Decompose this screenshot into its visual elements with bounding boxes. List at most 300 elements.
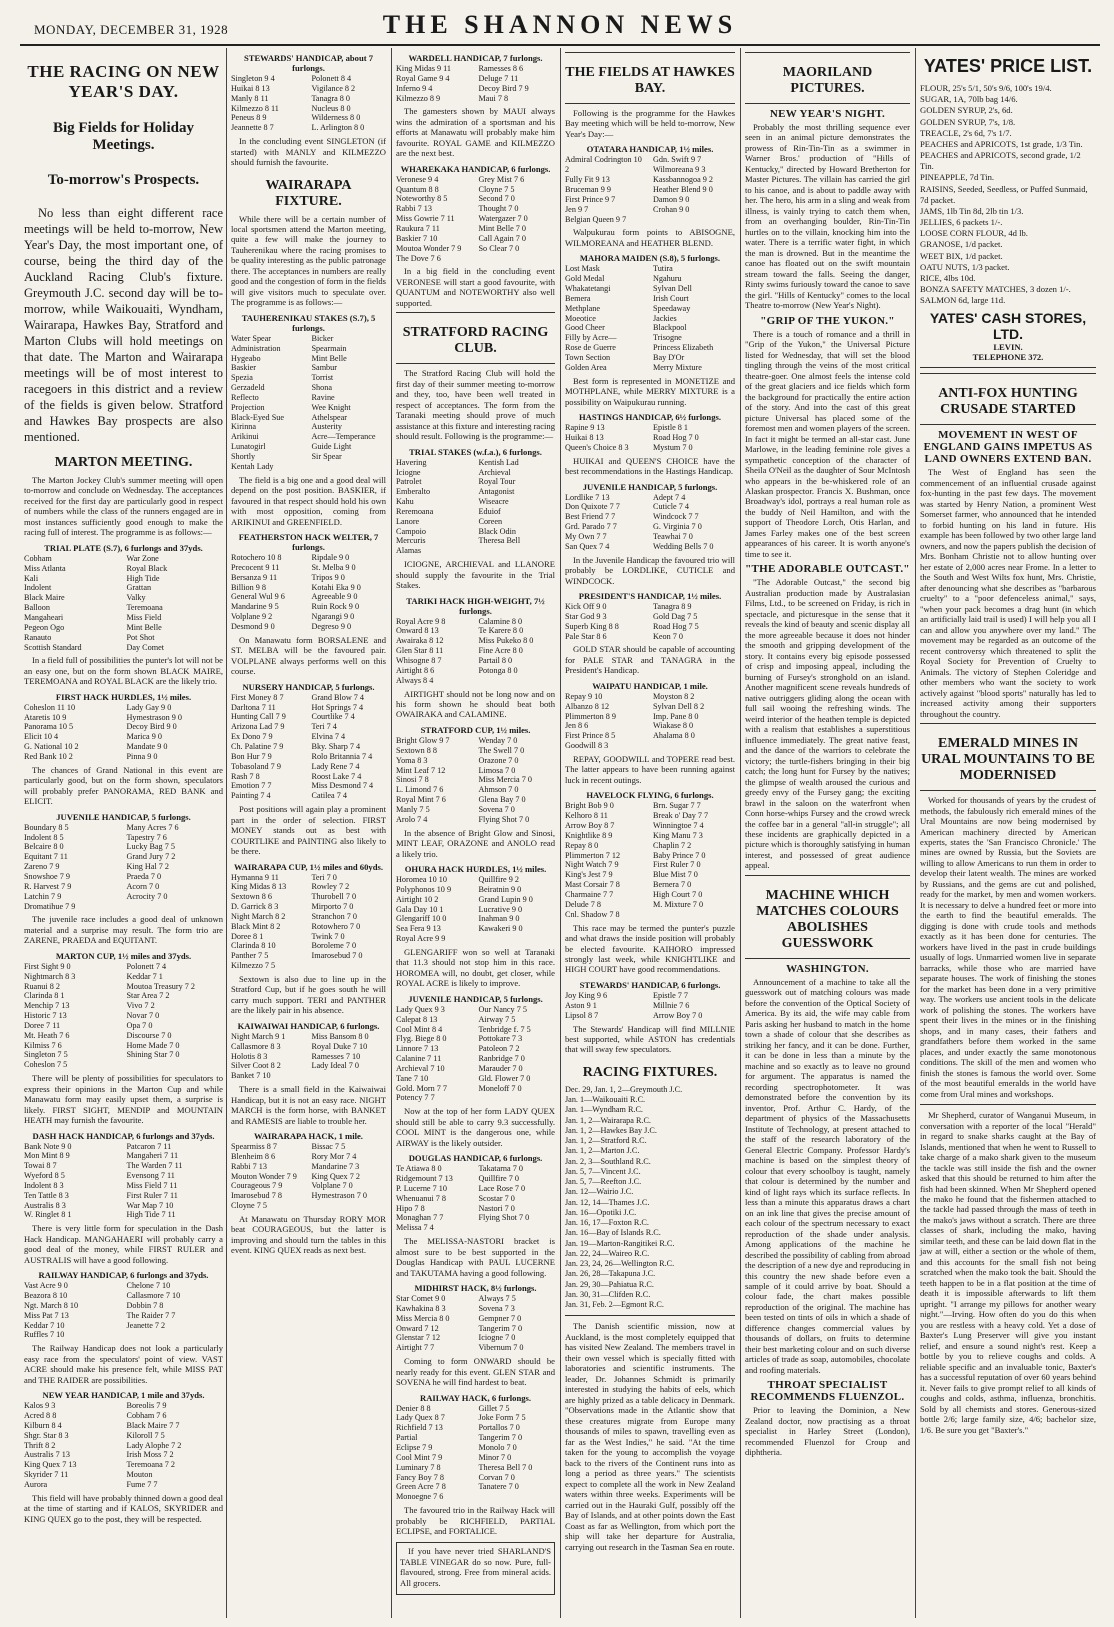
race-entry: Blue Mist 7 0 [653, 870, 698, 880]
race-entry: Bay D'Or [653, 352, 685, 362]
race-entry: Sovena 7 3 [478, 1303, 515, 1313]
race-entry: Te Karere 8 0 [478, 626, 524, 636]
race-entry: Agreeable 9 0 [311, 592, 358, 602]
race-entry: Grattan [126, 583, 152, 593]
race-entry: Quillfire 7 0 [478, 1174, 519, 1184]
fox-subheading: MOVEMENT IN WEST OF ENGLAND GAINS IMPETUS AS LAND OWNERS EXTEND BAN. [923, 429, 1093, 466]
race-entry: San Quex 7 4 [565, 541, 610, 551]
race-entry: Volplane 7 0 [311, 1181, 353, 1191]
race-note: This field will have probably thinned down a good deal at the time of starting and if KALOS, SKYRIDER and KING QUEX go to the post, they will be respected. [24, 1492, 223, 1524]
race-entry: Cnl. Shadow 7 8 [565, 909, 620, 919]
race-heading: WAIRARAPA CUP, 1½ miles and 60yds. [234, 861, 383, 872]
race-entry: Dobbin 7 8 [126, 1300, 164, 1310]
race-entry: Emberalto [396, 487, 431, 497]
race-entry: Ranbridge 7 0 [478, 1054, 525, 1064]
race-entry: Don Quixote 7 7 [565, 502, 620, 512]
race-entry: Trisogne [653, 333, 682, 343]
race-entry: Best Friend 7 7 [565, 512, 616, 522]
race-entry: Luminary 7 8 [396, 1462, 441, 1472]
race-entry: Fancy Boy 7 8 [396, 1472, 444, 1482]
race-entry: Onward 8 13 [396, 626, 439, 636]
race-entry: Jen 9 7 [565, 204, 589, 214]
race-entry: Royal Acre 9 9 [396, 934, 446, 944]
race-entry: Lucky Bag 7 5 [126, 842, 175, 852]
race-entry: Twink 7 0 [311, 931, 345, 941]
race-entries [565, 423, 735, 453]
fixtures-list [565, 1085, 735, 1311]
race-entry: Patcaron 7 11 [126, 1141, 172, 1151]
race-entry: High Tide 7 11 [126, 1210, 176, 1220]
race-entry: Zareno 7 9 [24, 862, 60, 872]
price-item: RAISINS, Seeded, Seedless, or Puffed Sunmaid, 7d packet. [920, 183, 1088, 205]
race-entry: Rabbi 7 13 [396, 204, 432, 214]
race-entry: Ranauto [24, 632, 52, 642]
race-entry: Belcaire 8 0 [24, 842, 64, 852]
race-note: In a big field in the concluding event VERONESE will start a good favourite, with QUANTUM and NOTEWORTHY also well supported. [396, 266, 555, 308]
race-entry: Golden Area [565, 362, 607, 372]
race-list [231, 313, 386, 1256]
new-years-night-heading: NEW YEAR'S NIGHT. [769, 108, 886, 120]
race-entry: Joy King 9 6 [565, 990, 608, 1000]
race-entry: Melissa 7 4 [396, 1223, 434, 1233]
race-entry: King Quex 7 13 [24, 1460, 77, 1470]
race-entry: Courageous 7 9 [231, 1181, 283, 1191]
marton-heading: MARTON MEETING. [54, 455, 193, 470]
race-entry: Ridgemount 7 13 [396, 1174, 453, 1184]
race-entry: Degreso 9 0 [311, 622, 352, 632]
race-entry: Rory Mor 7 4 [311, 1151, 357, 1161]
race-entry: Grd. Parado 7 7 [565, 522, 617, 532]
race-entry: Beazora 8 10 [24, 1291, 68, 1301]
race-entry: Silver Coot 8 2 [231, 1061, 281, 1071]
race-entry: Wee Knight [311, 402, 351, 412]
race-entry: Tenbridge f. 7 5 [478, 1024, 531, 1034]
race-entry: Arikinui [231, 432, 259, 442]
race-entry: Emotion 7 7 [231, 781, 272, 791]
race-entry: Arolo 7 4 [396, 814, 428, 824]
race-entries [565, 602, 735, 641]
race-entry: Painting 7 4 [231, 791, 271, 801]
race-entry: Ripdale 9 0 [311, 553, 350, 563]
column-5 [741, 48, 914, 1618]
race-entry: Ataretis 10 9 [24, 712, 67, 722]
race-note: Now at the top of her form LADY QUEX should still be able to carry 9.3 successfully. COOL MINT is the dangerous one, while AIRWAY is the likely outsider. [396, 1106, 555, 1148]
race-entry: Millnie 7 6 [653, 1000, 690, 1010]
lead-paragraph: No less than eight different race meetings will be held to-morrow, New Year's Day, the most important one, of course, being the third day of the Auckland Racing Club's fixture. Greymouth J.C. second day will be to-morrow, while Waikouaiti, Wyndham, Wairarapa, Hawkes Bay, Stratford and Marton Clubs will hold meetings on that date. The Marton and Wairarapa meetings will be of most interest to racegoers in this district and a review of the fields is given below. Stratford and Hawkes Bay prospects are also mentioned. [24, 206, 223, 444]
race-entries [396, 875, 555, 944]
race-entry: Hygeabo [231, 353, 261, 363]
race-entry: Princess Elizabeth [653, 343, 714, 353]
race-entry: Courtlike 7 4 [311, 712, 355, 722]
vinegar-ad [396, 1542, 555, 1595]
race-entry: Historic 7 13 [24, 1011, 67, 1021]
price-item: OATU NUTS, 1/3 packet. [920, 261, 1010, 272]
race-entry: St. Melba 9 0 [311, 562, 356, 572]
race-entry: Kick Off 9 0 [565, 602, 607, 612]
race-entry: Airtight 10 2 [396, 894, 439, 904]
fixture-item: Jan. 1—Waikouaiti R.C. [565, 1095, 646, 1105]
race-entry: Day Comet [126, 642, 165, 652]
race-entry: Sovena 7 0 [478, 804, 515, 814]
pictures-para-2: There is a touch of romance and a thrill in "Grip of the Yukon," the Universal Picture listed for Wednesday, that will set the blood tingling through the veins of the most critical theatre-goer. One almost feels the intense cold of the great glaciers and ice fields which form the background for practically the entire action of the story. And into the cast of this great picture Universal has placed some of the foremost men and women players of the screen. In fact it might be termed an all-star cast. June Marlowe, in the leading feminine role gives a sympathetic conception of the character of Sheila O'Neil as the daughter of Sour McIntosh who appears in the be-whiskered role of an Alaskan prospector. Francis X. Bushman, once Broadway's idol, portrays a real human role as the buddy of Neil Hamilton, and with the support of Theodore Lorch, Otis Harlan, and James Farley makes one of the best screen appearances of his career. It is worth anyone's time to see it. [745, 328, 910, 559]
race-entry: Watergazer 7 0 [478, 214, 528, 224]
price-item: JELLIES, 6 packets 1/-. [920, 217, 1003, 228]
race-entry: Call Again 7 0 [478, 233, 527, 243]
race-entry: Stranchon 7 0 [311, 911, 357, 921]
race-entry: Discourse 7 0 [126, 1030, 172, 1040]
fixture-item: Jan. 16—Bay of Islands R.C. [565, 1228, 661, 1238]
fox-box [920, 373, 1096, 425]
race-entry: Mandarine 9 5 [231, 602, 279, 612]
race-entries [231, 873, 386, 971]
race-entry: Scostar 7 0 [478, 1193, 515, 1203]
fox-article: The West of England has seen the commencement of an influential crusade against fox-hunting in the past few days. The movement was started by Henry Nation, a prominent West Somerset farmer, who announced that he intended to forbid hunting on his land in future. His example has been followed by two other large land owners, and now the papers publish the decision of Mrs. Bonham Christie not to allow hunting over her estate of 2,000 acres near Frome. In a letter to the South and West Wilts fox hunt, Mrs. Christie, after denouncing what she describes as "barbarous cruelty" to a "poor defenceless animal," says, "when your pack becomes a drag hunt (in which an artificially laid trail is used) I will help you all I can and allow you anywhere over my land." The movement may be regarded as an outcome of the recent controversy which threatened to split the Royal Society for Prevention of Cruelty to Animals. The victory of Stephen Coleridge and other members who want the society to work actively against "blood sports" naturally has led to increased activity among their supporters throughout the country. [920, 467, 1096, 719]
machine-heading: MACHINE WHICH MATCHES COLOURS ABOLISHES GUESSWORK [756, 887, 899, 951]
race-entries [396, 175, 555, 264]
fixture-item: Jan. 16—Opotiki J.C. [565, 1207, 637, 1217]
fixture-item: Jan. 1, 2—Marton J.C. [565, 1146, 640, 1156]
race-entry: Richfield 7 13 [396, 1423, 443, 1433]
race-entry: Coheslon 11 10 [24, 702, 76, 712]
race-note: REPAY, GOODWILL and TOPERE read best. The latter appears to have been running against luck in recent outings. [565, 753, 735, 785]
race-entry: Mercuris [396, 536, 426, 546]
race-entry: Knightlike 8 9 [565, 830, 613, 840]
race-entry: Holotis 8 3 [231, 1051, 268, 1061]
race-entry: Mint Belle 7 0 [478, 224, 527, 234]
race-entry: Cool Mint 7 9 [396, 1452, 443, 1462]
race-entry: Ravine [311, 392, 335, 402]
race-entry: Catilea 7 4 [311, 791, 347, 801]
race-entry: Second 7 0 [478, 194, 515, 204]
race-entry: Road Hog 7 5 [653, 621, 699, 631]
race-entry: Coreen [478, 516, 503, 526]
race-entry: First Ruler 7 0 [653, 860, 701, 870]
race-entry: Whakatetangi [565, 284, 611, 294]
race-entry: Theresa Bell 7 0 [478, 1462, 533, 1472]
race-note: At Manawatu on Thursday RORY MOR beat COURAGEOUS, but the latter is improving and should turn the tables in this event. KING QUEX reads as next best. [231, 1213, 386, 1256]
race-entry: Kawakeri 9 0 [478, 924, 523, 934]
race-entry: Mystum 7 0 [653, 442, 693, 452]
race-entry: Miss Bansom 8 0 [311, 1031, 369, 1041]
race-entry: Kilmezzo 8 9 [396, 93, 441, 103]
race-entry: Pale Star 8 6 [565, 631, 607, 641]
race-heading: WHAREKAKA HANDICAP, 6 furlongs. [400, 163, 551, 174]
baxter-article: Mr Shepherd, curator of Wanganui Museum, in conversation with a reporter of the local "Herald" in regard to snake sharks caught at the Bay of Islands, mentioned that when he went to Russell to take charge of a mako shark given to the museum the tackle was still inside the fish and the owner asked that this should be returned to him after the fish had been skinned. When Mr Shepherd opened the mako he found that the fishermen attached to the tackle had passed through the mass of teeth in the mako's jaws without a scratch. There are three classes of shark, including the mako, having similar teeth, and these can be laid down flat in the jaw at will, either a section or the whole of them, and this accounts for the small fish not being scratched when the mako took the bait. Should the teeth happen to be in a flat position at the time of death it is impossible afterwards to lift them upright. "I arrange my pillows for another weary night."—Irving. How often do you do this when you are restless with a heavy cold. Yet a dose of Baxter's Lung Preserver will give you instant relief, and ensure a sound night's rest. Keep a bottle by you to relieve coughs and colds. A reliable specific and an invaluable tonic, Baxter's has a successful reputation of over 60 years behind it. Never fails to give prompt relief to all kinds of coughs and colds, asthma, influenza, bronchitis. Sold by all chemists and stores. Generous-sized bottle 2/6; large family size, 4/6; bachelor size, 1/6. Be sure you get "Baxter's." [920, 1110, 1096, 1435]
race-entry: Repay 9 10 [565, 691, 603, 701]
race-entry: Imarosebud 7 0 [311, 951, 363, 961]
race-heading: WARDELL HANDICAP, 7 furlongs. [408, 53, 543, 63]
fixture-item: Jan. 1—Wyndham R.C. [565, 1105, 643, 1115]
race-list [396, 447, 555, 1537]
fixture-item: Jan. 12, 14—Thames J.C. [565, 1197, 650, 1207]
race-heading: STEWARDS' HANDICAP, about 7 furlongs. [243, 53, 374, 73]
race-entry: Spearmain [311, 343, 347, 353]
race-entry: Heather Blend 9 0 [653, 184, 713, 194]
race-heading: WAIRARAPA HACK, 1 mile. [254, 1131, 363, 1142]
fox-heading: ANTI-FOX HUNTING CRUSADE STARTED [938, 386, 1078, 418]
race-entry: Keddar 7 1 [126, 971, 163, 981]
race-entry: Gempner 7 0 [478, 1313, 522, 1323]
race-entry: Baskier 7 10 [396, 233, 438, 243]
race-note: The field is a big one and a good deal will depend on the post position. BASKIER, if favoured in that respect should hold his own with most opposition, coming from ARIKINUI and GREENFIELD. [231, 474, 386, 527]
race-entry: Athelspear [311, 412, 347, 422]
race-note: The Stewards' Handicap will find MILLNIE best supported, while ASTON has credentials that will sway few speculators. [565, 1023, 735, 1055]
race-entry: Valky [126, 593, 146, 603]
race-note: HUIKAI and QUEEN'S CHOICE have the best recommendations in the Hastings Handicap. [565, 455, 735, 477]
hawkes-bay-box [565, 52, 735, 104]
race-entry: Raukura 7 11 [396, 224, 440, 234]
race-entry: Mangaheari [24, 612, 64, 622]
race-entry: Glenstar 7 12 [396, 1333, 441, 1343]
race-entry: Cool Mint 8 4 [396, 1024, 443, 1034]
race-entry: Home Made 7 0 [126, 1040, 180, 1050]
race-entry: Takatarna 7 0 [478, 1164, 523, 1174]
race-entry: Limosa 7 0 [478, 765, 516, 775]
race-entry: Miss Atlanta [24, 563, 66, 573]
race-entry: Joke Form 7 5 [478, 1413, 526, 1423]
price-item: GRANOSE, 1/d packet. [920, 239, 1003, 250]
machine-article: Announcement of a machine to take all the guesswork out of matching colours was made before the convention of the Optical Society of America. By its aid, the wife may cable from Paris asking her husband to match in the home town a shade of colour that she describes as striking her fancy, and it can be done. Further, it can be done in less than a minute by the machine and so exactly as to leave no ground for argument. The apparatus is named the recording spectrophotometer. It was demonstrated before the convention by its inventor, Prof. Arthur C. Hardy, of the department of physics of the Massachusetts Institute of Technology, at present attached to the staff of the research laboratory of the General Electric Company. Professor Hardy's machine is based on the simplest theory of colour that every schoolboy is taught, namely that colour is determined by the number and kind of light rays which its surface reflects. In less than a minute this apparatus draws a chart on an ink line that gives the precise amount of each colour of the spectrum necessary to exact reproduction of the shade under analysis. Among applications of the machine he described the possibility of cabling from abroad the description of a new dye and reproducing in this country the new shade before even a sample of it could arrive by boat. Should a colour fade, the chart makes possible reproduction of the original. The machine has been tested on tints of oils in which a shade of difference changes commercial values by thousands of dollars, on fruits to determine their best marketing colour and on such diverse articles of trade as soap, automobiles, chocolate and roofing materials. [745, 976, 910, 1375]
race-entry: Sambur [311, 363, 337, 373]
race-entry: Miss Gowrie 7 11 [396, 214, 455, 224]
race-entry: Filly by Acre— [565, 333, 617, 343]
race-entry: Crohan 9 0 [653, 204, 690, 214]
race-entry: Adept 7 4 [653, 492, 686, 502]
race-entry: Pot Shot [126, 632, 155, 642]
race-entry: Bright Glow 9 7 [396, 735, 450, 745]
race-note: In the concluding event SINGLETON (if started) with MANLY and KILMEZZO should furnish the favourite. [231, 136, 386, 168]
price-list [920, 83, 1096, 306]
race-entry: Black Mint 8 2 [231, 921, 281, 931]
race-entry: Callasmore 7 10 [126, 1291, 181, 1301]
pictures-box [745, 52, 910, 104]
race-note: Coming to form ONWARD should be nearly ready for this event. GLEN STAR and SOVENA he will find hardest to beat. [396, 1356, 555, 1388]
race-entry: Vast Acre 9 0 [24, 1281, 68, 1291]
race-entry: Speedaway [653, 303, 691, 313]
race-entry: Thurobell 7 0 [311, 892, 357, 902]
race-note: In a field full of possibilities the punter's lot will not be an easy one, but on the form shown BLACK MAIRE, TEREMOANA and ROYAL BLACK are the likely trio. [24, 655, 223, 687]
race-entry: Hymestrason 9 0 [126, 712, 182, 722]
race-entry: Orazone 7 0 [478, 755, 519, 765]
race-entry: Kilmezzo 8 11 [231, 103, 279, 113]
race-entry: Mouton [126, 1470, 153, 1480]
race-entry: Delude 7 8 [565, 899, 601, 909]
race-entry: Town Section [565, 352, 611, 362]
race-entry: Lady Alophe 7 2 [126, 1440, 182, 1450]
race-entry: Keddar 7 10 [24, 1320, 65, 1330]
race-entry: King's Jest 7 9 [565, 870, 613, 880]
race-entry: Torrist [311, 373, 334, 383]
race-entry: Denier 8 8 [396, 1403, 431, 1413]
race-entry: Bruceman 9 9 [565, 184, 611, 194]
race-entry: Bernera 7 0 [653, 880, 692, 890]
race-entry: Nastori 7 0 [478, 1203, 515, 1213]
race-entry: Kilmezzo 7 5 [231, 961, 276, 971]
race-heading: OHURA HACK HURDLES, 1½ miles. [404, 864, 547, 875]
race-entry: Te Atiawa 8 0 [396, 1164, 442, 1174]
race-entry: Superb King 8 8 [565, 621, 619, 631]
race-entry: Administration [231, 343, 281, 353]
race-entry: Jen 8 6 [565, 721, 589, 731]
race-entry: Awairaka 8 12 [396, 636, 444, 646]
race-entry: Mint Belle [126, 622, 162, 632]
race-entry: Chaplin 7 2 [653, 840, 692, 850]
race-entry: King Quex 7 2 [311, 1171, 360, 1181]
race-entry: Pegeon Ogo [24, 622, 65, 632]
race-entry: Bemera [565, 293, 591, 303]
race-entry: Our Nancy 7 5 [478, 1004, 527, 1014]
race-entry: Moutoa Treasury 7 2 [126, 981, 195, 991]
race-heading: JUVENILE HANDICAP, 5 furlongs. [408, 993, 543, 1004]
race-entry: Mouton Wonder 7 9 [231, 1171, 297, 1181]
wairarapa-heading: WAIRARAPA FIXTURE. [265, 177, 352, 209]
race-entry: Black-Eyed Sue [231, 412, 284, 422]
race-entry: Calepat 8 13 [396, 1014, 438, 1024]
race-entry: Good Cheer [565, 323, 605, 333]
price-item: WEET BIX, 1/d packet. [920, 250, 1003, 261]
race-entry: Ahmson 7 0 [478, 785, 519, 795]
race-entry: Menchip 7 13 [24, 1001, 70, 1011]
race-entry: Bky. Sharp 7 4 [311, 742, 361, 752]
price-item: RICE, 4lbs 10d. [920, 272, 976, 283]
fixture-item: Jan. 22, 24—Waireo R.C. [565, 1248, 650, 1258]
race-entry: Nucleus 8 0 [311, 103, 351, 113]
race-entry: Goodwill 8 3 [565, 741, 609, 751]
race-entry: Australis 8 3 [24, 1200, 66, 1210]
race-entry: Polyphonos 10 9 [396, 884, 452, 894]
race-heading: DASH HACK HANDICAP, 6 furlongs and 37yds. [32, 1130, 215, 1141]
race-entry: Rash 7 8 [231, 771, 260, 781]
race-entry: Miss Field 7 11 [126, 1180, 178, 1190]
race-heading: NEW YEAR HANDICAP, 1 mile and 37yds. [42, 1390, 205, 1401]
race-entry: Chelone 7 10 [126, 1281, 171, 1291]
race-entry: Kentish Lad [478, 457, 519, 467]
race-entry: L. Limond 7 6 [396, 785, 444, 795]
race-entry: Sir Spear [311, 452, 342, 461]
hawkes-bay-heading: THE FIELDS AT HAWKES BAY. [565, 65, 735, 96]
race-entries [396, 64, 555, 103]
pictures-para-3: "The Adorable Outcast," the second big Australian production made by Australasian Films, Ltd., to be screened on Friday, is rich in spectacle, and picturesque in the sense that it reveals the kind of beauty and scenic display all the more agreeable because it does not hinder the smooth and gripping development of the story. It contains every big episode possessed of crisp and imposing appeal, including the burning of Fursey's stronghold on an island. Another magnificent scene reveals hundreds of native outriggers gliding along the ocean with full sail wooing the refreshing winds. The weird interior of the heathen temple is depicted with a realism that establishes a superstitious influence immediately. The great native feast, and the dance of the warriors to celebrate the victory; the turtle-fishers bringing in their big catch; the long hunt for Fursey by the natives; the glimpse of wealth aroused the curious and greedy envy of the Fursey gang; the exciting brawl in the saloon on the waterfront when Conn horse-whips Fursey and the crowd wreck the coffee bar in a general "all-in struggle"; all these incidents are graphically depicted in a picture which is thoroughly satisfying in human interest, and possessed of great audience appeal. [745, 577, 910, 871]
race-entry: Inahman 9 0 [478, 914, 520, 924]
dateline: WASHINGTON. [786, 962, 869, 975]
price-list-heading: YATES' PRICE LIST. [923, 56, 1093, 76]
race-entry: Polonett 7 4 [126, 961, 167, 971]
race-heading: FEATHERSTON HACK WELTER, 7 furlongs. [238, 532, 379, 553]
race-note: The favoured trio in the Railway Hack will probably be RICHFIELD, PARTIAL ECLIPSE, and FORTALICE. [396, 1505, 555, 1536]
race-entry: Miss Desmond 7 4 [311, 781, 374, 791]
race-entry: Hymanna 9 11 [231, 872, 279, 882]
race-heading: OTATARA HANDICAP, 1½ miles. [586, 144, 714, 155]
price-item: SUGAR, 1A, 70lb bag 14/6. [920, 94, 1018, 105]
race-note: In the Juvenile Handicap the favoured trio will probably be LORDLIKE, CUTICLE and WINDCOCK. [565, 554, 735, 586]
masthead [20, 4, 1100, 46]
fixture-item: Jan. 2, 3—Southland R.C. [565, 1156, 651, 1166]
race-entry: L. Arlington 8 0 [311, 123, 365, 133]
race-entry: D. Garrick 8 3 [231, 902, 279, 912]
race-entry: Miss Pat 7 13 [24, 1310, 69, 1320]
race-entry: Guide Light [311, 442, 352, 452]
race-entry: Volplane 9 2 [231, 612, 273, 622]
fixture-item: Jan. 16, 17—Foxton R.C. [565, 1218, 649, 1228]
race-entry: Bank Note 9 0 [24, 1141, 72, 1151]
race-entry: Huikai 8 13 [231, 83, 270, 93]
race-entry: Lordlike 7 13 [565, 492, 610, 502]
race-entries [565, 493, 735, 552]
race-heading: TRIAL STAKES (w.f.a.), 6 furlongs. [409, 446, 542, 457]
race-note: Best form is represented in MONETIZE and MOTHPLANE, while MERRY MIXTURE is a possibility on Waipukurau running. [565, 375, 735, 407]
stratford-intro: The Stratford Racing Club will hold the first day of their summer meeting to-morrow and they, too, have been well treated in respect of acceptances. The form from the Taranaki meeting should prove of much assistance at this fixture and interesting racing should result. Following is the programme:— [396, 368, 555, 442]
race-entry: War Zone [126, 553, 159, 563]
race-entry: Fume 7 7 [126, 1479, 158, 1489]
column-1 [20, 48, 227, 1618]
race-note: The chances of Grand National in this event are particularly good, but on the form shown, speculators will probably prefer PANORAMA, RED BANK and ELICIT. [24, 764, 223, 807]
race-entry: Monoegne 7 6 [396, 1492, 444, 1502]
race-entry: Aston 9 1 [565, 1000, 597, 1010]
race-entry: Panther 7 5 [231, 951, 269, 961]
fixtures-heading: RACING FIXTURES. [582, 1064, 718, 1080]
race-entry: Wiseacre [478, 497, 509, 507]
race-entry: Teawhai 7 0 [653, 531, 693, 541]
race-entry: Whenuanui 7 8 [396, 1193, 447, 1203]
throat-article: Prior to leaving the Dominion, a New Zealand doctor, now practising as a throat specialist in Harley Street (London), recommended Fluenzol for Croup and diphtheria. [745, 1405, 910, 1458]
race-entries [24, 962, 223, 1070]
marton-intro: The Marton Jockey Club's summer meeting will open to-morrow and conclude on Wednesday. The acceptances received for the first day are particularly good in respect of numbers while the class of the runners engaged are in most instances sufficiently good enough to make the racing full of interest. The programme is as follows:— [24, 475, 223, 538]
race-entry: Kentah Lady [231, 461, 274, 471]
price-item: PEACHES and APRICOTS, 1st grade, 1/3 Tin. [920, 138, 1083, 149]
race-entry: Mandate 9 0 [126, 742, 168, 752]
race-entry: Vigilance 8 2 [311, 83, 356, 93]
race-entry: Arrow Boy 8 7 [565, 821, 615, 831]
race-entry: King Midas 8 13 [231, 882, 287, 892]
race-entry: Peneus 8 9 [231, 113, 267, 123]
race-entry: Tripos 9 0 [311, 572, 345, 582]
race-entries [231, 553, 386, 632]
race-entry: Potency 7 7 [396, 1093, 435, 1103]
race-note: ICIOGNE, ARCHIEVAL and LLANORE should supply the favourite in the Trial Stakes. [396, 559, 555, 591]
race-entry: Tutira [653, 264, 673, 274]
race-entry: M. Mixture 7 0 [653, 899, 704, 909]
race-entry: Whisogne 8 7 [396, 655, 442, 665]
race-entry: Noteworthy 8 5 [396, 194, 448, 204]
race-entry: King Midas 9 11 [396, 64, 451, 73]
race-entries [396, 1164, 555, 1233]
race-entry: Night Watch 7 9 [565, 860, 619, 870]
race-entry: Red Bank 10 2 [24, 752, 73, 762]
race-entry: Clarinda 8 1 [24, 991, 65, 1001]
race-entries [231, 74, 386, 133]
race-entry: Potonga 8 0 [478, 665, 518, 675]
race-entry: War Map 7 10 [126, 1200, 174, 1210]
race-entry: Gold. Morn 7 7 [396, 1083, 447, 1093]
race-entries [24, 1142, 223, 1221]
race-entry: Calamine 8 0 [478, 616, 523, 626]
race-entry: Night March 8 2 [231, 911, 286, 921]
race-entry: Rabbi 7 13 [231, 1161, 267, 1171]
race-entry: Spezia [231, 373, 253, 383]
race-entry: Baskier [231, 363, 257, 373]
fixture-item: Jan. 26, 28—Takapuna J.C. [565, 1269, 656, 1279]
race-note: The gamesters shown by MAUI always wins the admiration of a sportsman and his efforts at Manawatu will probably make him favourite. ROYAL GAME and KILMEZZO are the next best. [396, 106, 555, 159]
main-headline: THE RACING ON NEW YEAR'S DAY. [27, 62, 220, 101]
race-entries [396, 1294, 555, 1353]
race-entry: Water Spear [231, 333, 272, 343]
race-entry: Polonett 8 4 [311, 74, 352, 83]
race-entries [231, 1142, 386, 1211]
race-entry: Bersanza 9 11 [231, 572, 278, 582]
race-heading: DOUGLAS HANDICAP, 6 furlongs. [408, 1153, 543, 1164]
race-entry: Inferno 9 4 [396, 83, 433, 93]
fixture-item: Jan. 31, Feb. 2—Egmont R.C. [565, 1300, 664, 1310]
